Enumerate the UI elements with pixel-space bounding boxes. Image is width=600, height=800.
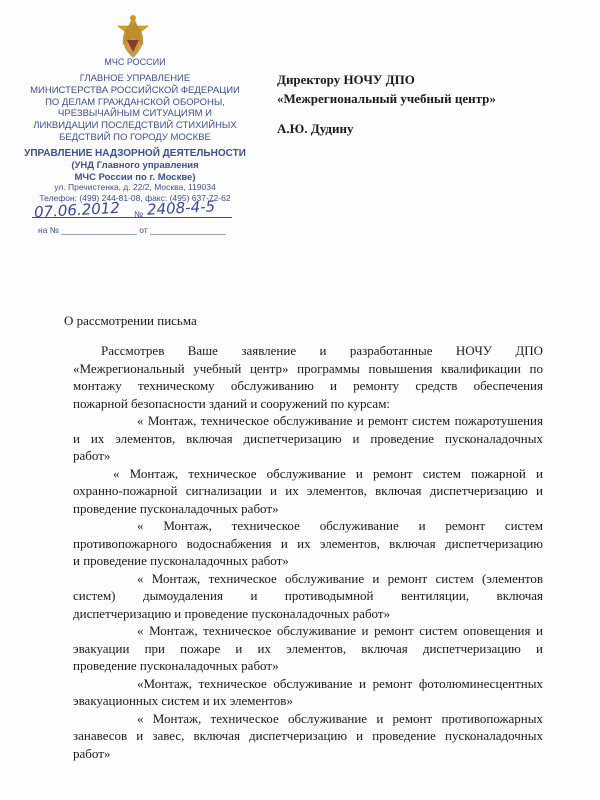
body-line: пожарной безопасности зданий и сооружений по курсам:: [73, 395, 391, 411]
org-line: МИНИСТЕРСТВА РОССИЙСКОЙ ФЕДЕРАЦИИ: [30, 84, 240, 96]
body-line: эвакуационных систем и их элементов»: [73, 693, 293, 708]
address: ул. Пречистенка, д. 22/2, Москва, 119034: [54, 182, 216, 192]
body-line: Рассмотрев Ваше заявление и разработанные НОЧУ ДПО: [101, 343, 543, 358]
recipient-line: «Межрегиональный учебный центр»: [277, 91, 496, 106]
body-line: проведение пусконаладочных работ»: [73, 658, 279, 673]
body-line: и их элементов, включая диспетчеризацию и проведение пусконаладочных: [73, 430, 543, 446]
body-line: « Монтаж, техническое обслуживание и ремонт систем пожаротушения: [137, 413, 543, 428]
recipient-name: А.Ю. Дудину: [277, 121, 354, 136]
body-line: работ»: [73, 745, 111, 761]
org-line: БЕДСТВИЙ ПО ГОРОДУ МОСКВЕ: [59, 131, 211, 143]
agency-name: МЧС РОССИИ: [104, 57, 166, 67]
incoming-reference: на № ________________ от ________________: [38, 225, 226, 235]
department-name: [20, 148, 250, 183]
body-line: эвакуации при пожаре и их элементов, включая диспетчеризацию и: [73, 640, 543, 656]
number-sign: №: [134, 209, 144, 219]
body-line: занавесов и завес, включая диспетчеризацию и проведение пусконаладочных: [73, 728, 543, 743]
body-line: работ»: [73, 448, 111, 463]
org-line: ГЛАВНОЕ УПРАВЛЕНИЕ: [79, 73, 191, 84]
handwritten-number: 2408-4-5: [146, 197, 216, 219]
org-line: ЛИКВИДАЦИИ ПОСЛЕДСТВИЙ СТИХИЙНЫХ: [33, 120, 237, 132]
body-line: и проведение пусконаладочных работ»: [73, 553, 289, 568]
org-line: ЧРЕЗВЫЧАЙНЫМ СИТУАЦИЯМ И: [58, 108, 212, 120]
body-line: « Монтаж, техническое обслуживание и ремонт противопожарных: [137, 710, 543, 726]
dept-line: МЧС России по г. Москве): [74, 171, 196, 183]
dept-line: (УНД Главного управления: [71, 159, 199, 171]
recipient-block: [277, 70, 496, 108]
body-line: проведение пусконаладочных работ»: [73, 500, 279, 516]
recipient-line: Директору НОЧУ ДПО: [277, 72, 415, 87]
body-line: охранно-пожарной сигнализации и их элементов, включая диспетчеризацию и: [73, 483, 543, 498]
subject-line: О рассмотрении письма: [64, 313, 197, 328]
phone-fax: Телефон: (499) 244-81-08, факс: (495) 637-72-62: [39, 193, 231, 203]
organization-name: [20, 73, 250, 144]
org-line: ПО ДЕЛАМ ГРАЖДАНСКОЙ ОБОРОНЫ,: [45, 96, 225, 108]
body-line: « Монтаж, техническое обслуживание и ремонт систем (элементов: [137, 570, 543, 586]
body-line: диспетчеризацию и проведение пусконаладочных работ»: [73, 605, 391, 621]
dept-line: УПРАВЛЕНИЕ НАДЗОРНОЙ ДЕЯТЕЛЬНОСТИ: [24, 148, 246, 159]
body-line: противопожарного водоснабжения и их элементов, включая диспетчеризацию: [73, 535, 543, 551]
body-line: « Монтаж, техническое обслуживание и ремонт систем оповещения и: [137, 623, 543, 638]
body-line: монтажу техническому обслуживанию и ремонту средств обеспечения: [73, 378, 543, 393]
handwritten-date: 07.06.2012: [33, 198, 121, 222]
body-line: «Монтаж, техническое обслуживание и ремонт фотолюминесцентных: [137, 675, 543, 691]
body-line: систем) дымоудаления и противодымной вентиляции, включая: [73, 588, 543, 603]
body-line: «Межрегиональный учебный центр» программы повышения квалификации по: [73, 360, 543, 376]
body-line: « Монтаж, техническое обслуживание и ремонт систем пожарной и: [113, 465, 543, 481]
body-line: « Монтаж, техническое обслуживание и ремонт систем: [137, 518, 543, 533]
letter-body: [73, 342, 543, 762]
